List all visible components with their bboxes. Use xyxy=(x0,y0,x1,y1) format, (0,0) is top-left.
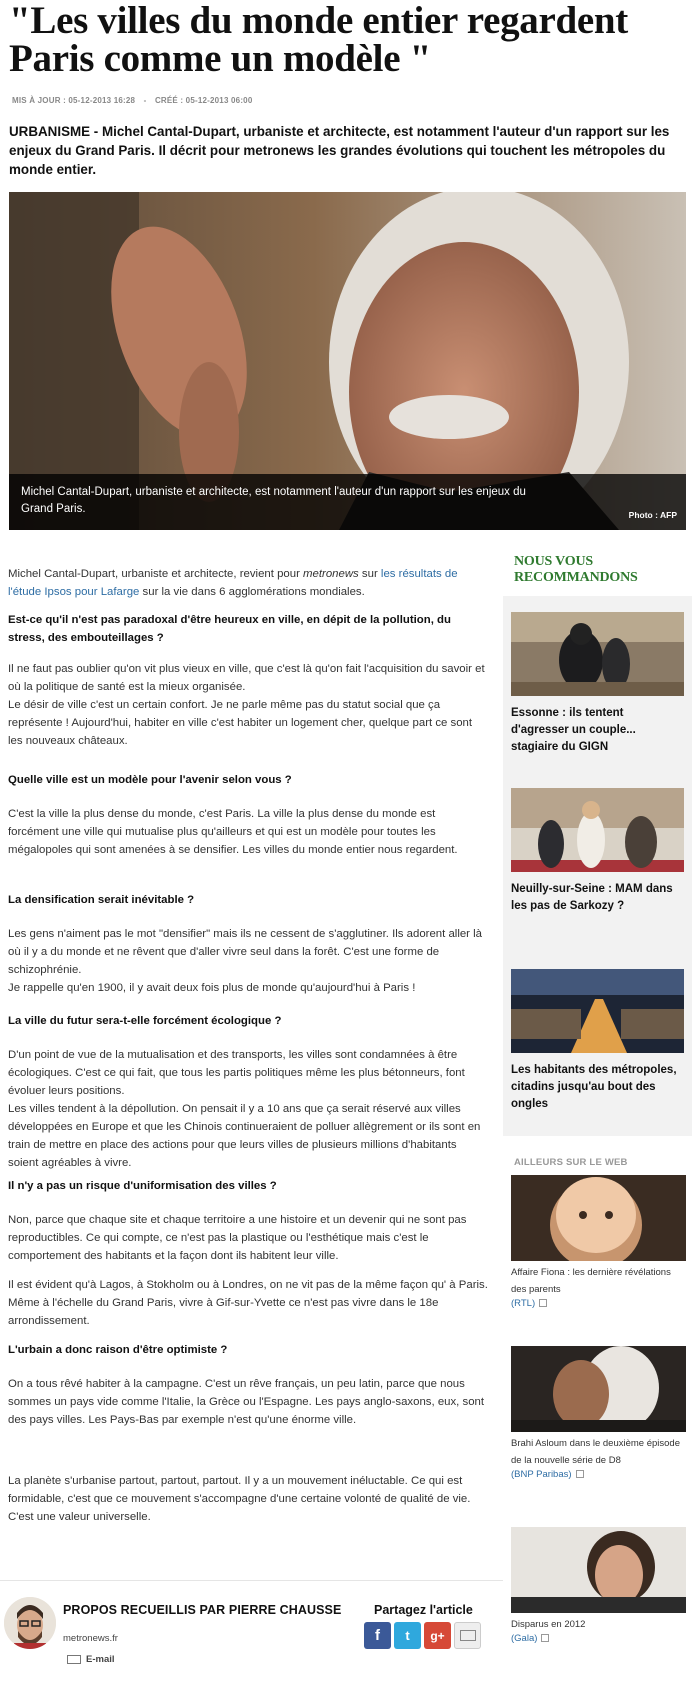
twitter-icon: t xyxy=(405,1628,410,1643)
web-caption[interactable]: Disparus en 2012 xyxy=(511,1619,586,1630)
twitter-share-button[interactable] xyxy=(394,1622,421,1649)
facebook-icon: f xyxy=(375,1627,380,1644)
updated-date: MIS À JOUR : 05-12-2013 16:28 xyxy=(12,96,136,105)
share-buttons xyxy=(364,1622,481,1649)
intro-text-2: sur xyxy=(358,568,381,580)
web-thumbnail[interactable] xyxy=(511,1175,686,1261)
recommend-item[interactable] xyxy=(511,612,684,756)
email-link[interactable] xyxy=(67,1654,115,1665)
author-avatar xyxy=(4,1597,56,1649)
email-label: E-mail xyxy=(86,1654,115,1665)
web-thumbnail[interactable] xyxy=(511,1527,686,1613)
web-source[interactable]: (Gala) xyxy=(511,1633,538,1644)
answer-1a: Il ne faut pas oublier qu'on vit plus vieux en ville, que c'est là qu'on fait l'acquisition du savoir et où la politique de santé est la mieux organisée. xyxy=(8,663,485,693)
recommend-thumbnail[interactable] xyxy=(511,612,684,696)
email-share-button[interactable] xyxy=(454,1622,481,1649)
recommend-heading: NOUS VOUS RECOMMANDONS xyxy=(514,554,638,585)
recommend-thumbnail[interactable] xyxy=(511,969,684,1053)
hero-caption: Michel Cantal-Dupart, urbaniste et architecte, est notamment l'auteur d'un rapport sur les enjeux du Grand Paris. xyxy=(9,474,686,530)
recommend-caption[interactable]: Neuilly-sur-Seine : MAM dans les pas de Sarkozy ? xyxy=(511,883,673,912)
web-source[interactable]: (BNP Paribas) xyxy=(511,1469,572,1480)
answer-3a: Les gens n'aiment pas le mot "densifier" mais ils ne cessent de s'agglutiner. Ils adorent aller là où il y a du monde et ne rêvent que d'aller vivre seul dans la forêt. C'est une forme de schizophrénie. xyxy=(8,928,483,976)
answer-5b: Il est évident qu'à Lagos, à Stokholm ou à Londres, on ne vit pas de la même façon qu' à Paris. Même à l'échelle du Grand Paris, vivre à Gif-sur-Yvette ce n'est pas vivre dans le 18e arrondissement. xyxy=(8,1279,488,1327)
question-2: Quelle ville est un modèle pour l'avenir selon vous ? xyxy=(8,774,292,786)
meta-separator: - xyxy=(143,96,147,105)
recommend-item[interactable] xyxy=(511,969,684,1113)
web-item[interactable] xyxy=(511,1175,686,1309)
author-site: metronews.fr xyxy=(63,1633,118,1644)
mail-icon xyxy=(67,1655,81,1664)
external-link-icon xyxy=(539,1299,547,1307)
recommend-item[interactable] xyxy=(511,788,684,915)
web-source[interactable]: (RTL) xyxy=(511,1298,536,1309)
googleplus-icon: g+ xyxy=(430,1628,445,1643)
recommend-thumbnail[interactable] xyxy=(511,788,684,872)
googleplus-share-button[interactable] xyxy=(424,1622,451,1649)
question-4: La ville du futur sera-t-elle forcément écologique ? xyxy=(8,1015,282,1027)
share-label: Partagez l'article xyxy=(374,1603,473,1617)
envelope-icon xyxy=(460,1630,476,1641)
facebook-share-button[interactable] xyxy=(364,1622,391,1649)
recommend-caption[interactable]: Les habitants des métropoles, citadins jusqu'au bout des ongles xyxy=(511,1064,677,1110)
answer-2: C'est la ville la plus dense du monde, c'est Paris. La ville la plus dense du monde est forcément une ville qui mutualise plus qu'ailleurs et qui est un modèle pour toutes les mégalopoles qui sont amenées à se densifier. Les villes du monde entier nous regardent. xyxy=(8,808,458,856)
question-1: Est-ce qu'il n'est pas paradoxal d'être heureux en ville, en dépit de la pollution, du stress, des embouteillages ? xyxy=(8,614,451,644)
intro-paragraph xyxy=(8,565,488,601)
answer-3b: Je rappelle qu'en 1900, il y avait deux fois plus de monde qu'aujourd'hui à Paris ! xyxy=(8,982,416,994)
web-item[interactable] xyxy=(511,1527,686,1644)
article-title: "Les villes du monde entier regardent Paris comme un modèle " xyxy=(9,0,628,80)
recommend-caption[interactable]: Essonne : ils tentent d'agresser un couple... stagiaire du GIGN xyxy=(511,707,636,753)
author-name: PROPOS RECUEILLIS PAR PIERRE CHAUSSE xyxy=(63,1603,342,1617)
web-caption[interactable]: Brahi Asloum dans le deuxième épisode de la nouvelle série de D8 xyxy=(511,1438,680,1466)
ipsos-study-link[interactable]: les résultats de l'étude Ipsos pour Lafarge xyxy=(8,568,458,598)
answer-4a: D'un point de vue de la mutualisation et des transports, les villes sont condamnées à être écologiques. C'est ce qui fait, que tous les partis politiques même les plus bétonneurs, font évoluer leurs positions. xyxy=(8,1049,465,1097)
question-5: Il n'y a pas un risque d'uniformisation des villes ? xyxy=(8,1180,277,1192)
web-heading: AILLEURS SUR LE WEB xyxy=(514,1157,628,1168)
web-thumbnail[interactable] xyxy=(511,1346,686,1432)
external-link-icon xyxy=(576,1470,584,1478)
photo-credit: Photo : AFP xyxy=(628,510,677,520)
web-caption[interactable]: Affaire Fiona : les dernière révélations des parents xyxy=(511,1267,671,1295)
hero-photo xyxy=(9,192,686,530)
answer-4b: Les villes tendent à la dépollution. On pensait il y a 10 ans que ça serait réservé aux villes développées en Europe et que les Chinois continueraient de polluer allègrement or ils sont en train de mettre en place des actions pour que leurs villes de plusieurs millions d'habitants soient agréables à vivre. xyxy=(8,1103,481,1169)
created-date: CRÉÉ : 05-12-2013 06:00 xyxy=(154,96,253,105)
answer-1b: Le désir de ville c'est un certain confort. Je ne parle même pas du statut social que ça représente ! Aujourd'hui, habiter en ville c'est habiter un logement cher, quelque part ce sont les nouveaux châteaux. xyxy=(8,699,473,747)
article-meta xyxy=(12,96,258,105)
web-item[interactable] xyxy=(511,1346,686,1480)
question-3: La densification serait inévitable ? xyxy=(8,894,195,906)
intro-brand: metronews xyxy=(303,568,359,580)
question-6: L'urbain a donc raison d'être optimiste ? xyxy=(8,1344,228,1356)
article-lead: URBANISME - Michel Cantal-Dupart, urbaniste et architecte, est notamment l'auteur d'un rapport sur les enjeux du Grand Paris. Il décrit pour metronews les grandes évolutions qui touchent les métropoles du monde entier. xyxy=(9,124,670,177)
answer-6a: On a tous rêvé habiter à la campagne. C'est un rêve français, un peu latin, parce que nous sommes un pays vide comme l'Italie, la Grèce ou l'Espagne. Les pays anglo-saxons, eux, sont des pays villes. Les Pays-Bas par exemple n'est qu'une énorme ville. xyxy=(8,1378,485,1426)
intro-text: Michel Cantal-Dupart, urbaniste et architecte, revient pour xyxy=(8,568,304,580)
answer-5a: Non, parce que chaque site et chaque territoire a une histoire et un devenir qui ne sont pas reproductibles. Ce qui compte, ce n'est pas la plastique ou l'esthétique mais c'est le comportement des habitants et la façon dont ils habitent leur ville. xyxy=(8,1214,467,1262)
external-link-icon xyxy=(541,1634,549,1642)
intro-text-3: sur la vie dans 6 agglomérations mondiales. xyxy=(139,586,365,598)
answer-6b: La planète s'urbanise partout, partout, partout. Il y a un mouvement inéluctable. Ce qui est formidable, c'est que ce mouvement s'accompagne d'une certaine volonté de qualité de vie. C'est une valeur universelle. xyxy=(8,1475,471,1523)
